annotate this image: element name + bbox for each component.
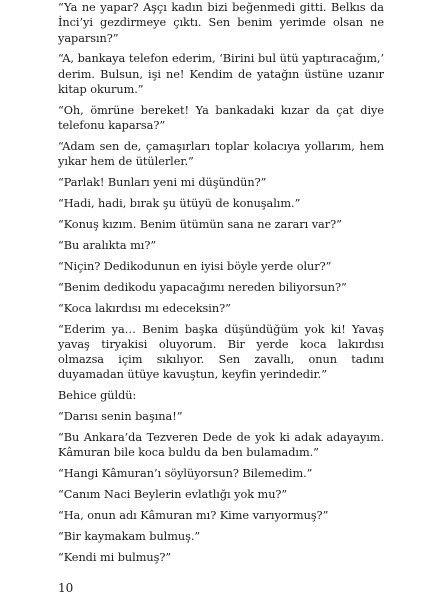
- paragraph: “Bir kaymakam bulmuş.”: [58, 530, 201, 543]
- paragraph: “Parlak! Bunları yeni mi düşündün?”: [58, 176, 267, 190]
- paragraph: “A, bankaya telefon ederim, ‘Birini bul ütü yaptıracağım,’ derim. Bulsun, işi ne! Kendim de yatağın üstüne uzanır kitap okurum.”: [58, 52, 384, 97]
- paragraph: “Koca lakırdısı mı edeceksin?”: [58, 301, 231, 315]
- paragraph: “Kendi mi bulmuş?”: [58, 550, 172, 564]
- text-body: [58, 0, 384, 571]
- paragraph: “Ya ne yapar? Aşçı kadın bizi beğenmedi gitti. Belkıs da İnci’yi gezdirmeye çıktı. Sen benim yerimde olsan ne yaparsın?”: [58, 1, 384, 45]
- paragraph: “Oh, ömrüne bereket! Ya bankadaki kızar da çat diye telefonu kaparsa?”: [58, 103, 384, 133]
- paragraph: “Darısı senin başına!”: [58, 410, 183, 424]
- paragraph: “Hadi, hadi, bırak şu ütüyü de konuşalım.”: [58, 197, 301, 211]
- paragraph: “Bu Ankara’da Tezveren Dede de yok ki adak adayayım. Kâmuran bile koca buldu da ben bulamadım.”: [58, 431, 384, 460]
- paragraph: “Bu aralıkta mı?”: [58, 239, 157, 253]
- paragraph: “Hangi Kâmuran’ı söylüyorsun? Bilemedim.”: [58, 467, 313, 481]
- paragraph: “Ha, onun adı Kâmuran mı? Kime varıyormuş?”: [58, 509, 329, 523]
- paragraph: “Niçin? Dedikodunun en iyisi böyle yerde olur?”: [58, 259, 332, 273]
- paragraph: “Ederim ya… Benim başka düşündüğüm yok ki! Yavaş yavaş tiryakisi oluyorum. Bir yerde koca lakırdısı olmazsa içim sıkılıyor. Sen zavallı, onun tadını duyamadan ütüye kavuştun, keyfin yerindedir.”: [58, 322, 384, 382]
- paragraph: “Adam sen de, çamaşırları toplar kolacıya yollarım, hem yıkar hem de ütülerler.”: [58, 140, 384, 169]
- paragraph: “Konuş kızım. Benim ütümün sana ne zararı var?”: [58, 218, 342, 232]
- page-number: 10: [58, 581, 74, 595]
- paragraph: “Canım Naci Beylerin evlatlığı yok mu?”: [58, 488, 288, 502]
- paragraph: Behice güldü:: [58, 389, 137, 403]
- paragraph: “Benim dedikodu yapacağımı nereden biliyorsun?”: [58, 280, 347, 294]
